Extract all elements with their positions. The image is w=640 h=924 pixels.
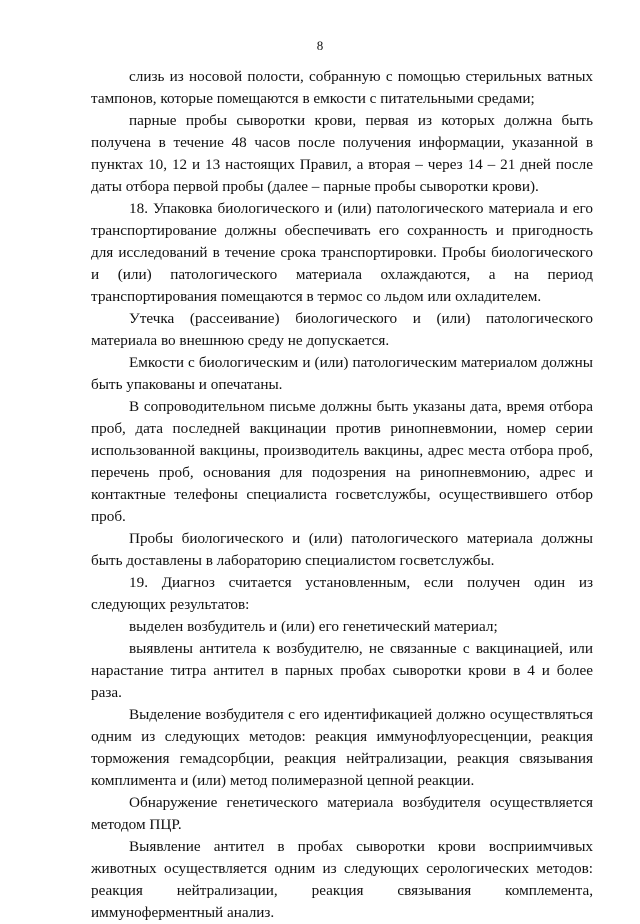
paragraph: Емкости с биологическим и (или) патологическим материалом должны быть упакованы и опечатаны. bbox=[91, 354, 593, 393]
paragraph: Выделение возбудителя с его идентификацией должно осуществляться одним из следующих методов: реакция иммунофлуоресценции, реакция торможения гемадсорбции, реакция нейтрализации, реакция связывания комплимента и (или) метод полимеразной цепной реакции. bbox=[91, 706, 593, 789]
paragraph: Обнаружение генетического материала возбудителя осуществляется методом ПЦР. bbox=[91, 794, 593, 833]
paragraph: 19. Диагноз считается установленным, если получен один из следующих результатов: bbox=[91, 574, 593, 613]
paragraph: парные пробы сыворотки крови, первая из которых должна быть получена в течение 48 часов после получения информации, указанной в пунктах 10, 12 и 13 настоящих Правил, а вторая – через 14 – 21 дней после даты отбора первой пробы (далее – парные пробы сыворотки крови). bbox=[91, 112, 593, 195]
paragraph: Утечка (рассеивание) биологического и (или) патологического материала во внешнюю среду не допускается. bbox=[91, 310, 593, 349]
document-body bbox=[91, 66, 593, 924]
paragraph: 18. Упаковка биологического и (или) патологического материала и его транспортирование должны обеспечивать его сохранность и пригодность для исследований в течение срока транспортировки. Пробы биологического и (или) патологического материала охлаждаются, а на период транспортирования помещаются в термос со льдом или охладителем. bbox=[91, 200, 593, 305]
paragraph: В сопроводительном письме должны быть указаны дата, время отбора проб, дата последней вакцинации против ринопневмонии, номер серии использованной вакцины, производитель вакцины, адрес места отбора проб, перечень проб, основания для подозрения на ринопневмонию, адрес и контактные телефоны специалиста госветслужбы, осуществившего отбор проб. bbox=[91, 398, 593, 525]
page-number: 8 bbox=[316, 38, 324, 53]
paragraph: Выявление антител в пробах сыворотки крови восприимчивых животных осуществляется одним из следующих серологических методов: реакция нейтрализации, реакция связывания комплемента, иммуноферментный анализ. bbox=[91, 838, 593, 921]
paragraph: Пробы биологического и (или) патологического материала должны быть доставлены в лабораторию специалистом госветслужбы. bbox=[91, 530, 593, 569]
paragraph: выявлены антитела к возбудителю, не связанные с вакцинацией, или нарастание титра антител в парных пробах сыворотки крови в 4 и более раза. bbox=[91, 640, 593, 701]
paragraph: слизь из носовой полости, собранную с помощью стерильных ватных тампонов, которые помещаются в емкости с питательными средами; bbox=[91, 68, 593, 107]
paragraph: выделен возбудитель и (или) его генетический материал; bbox=[129, 618, 498, 635]
